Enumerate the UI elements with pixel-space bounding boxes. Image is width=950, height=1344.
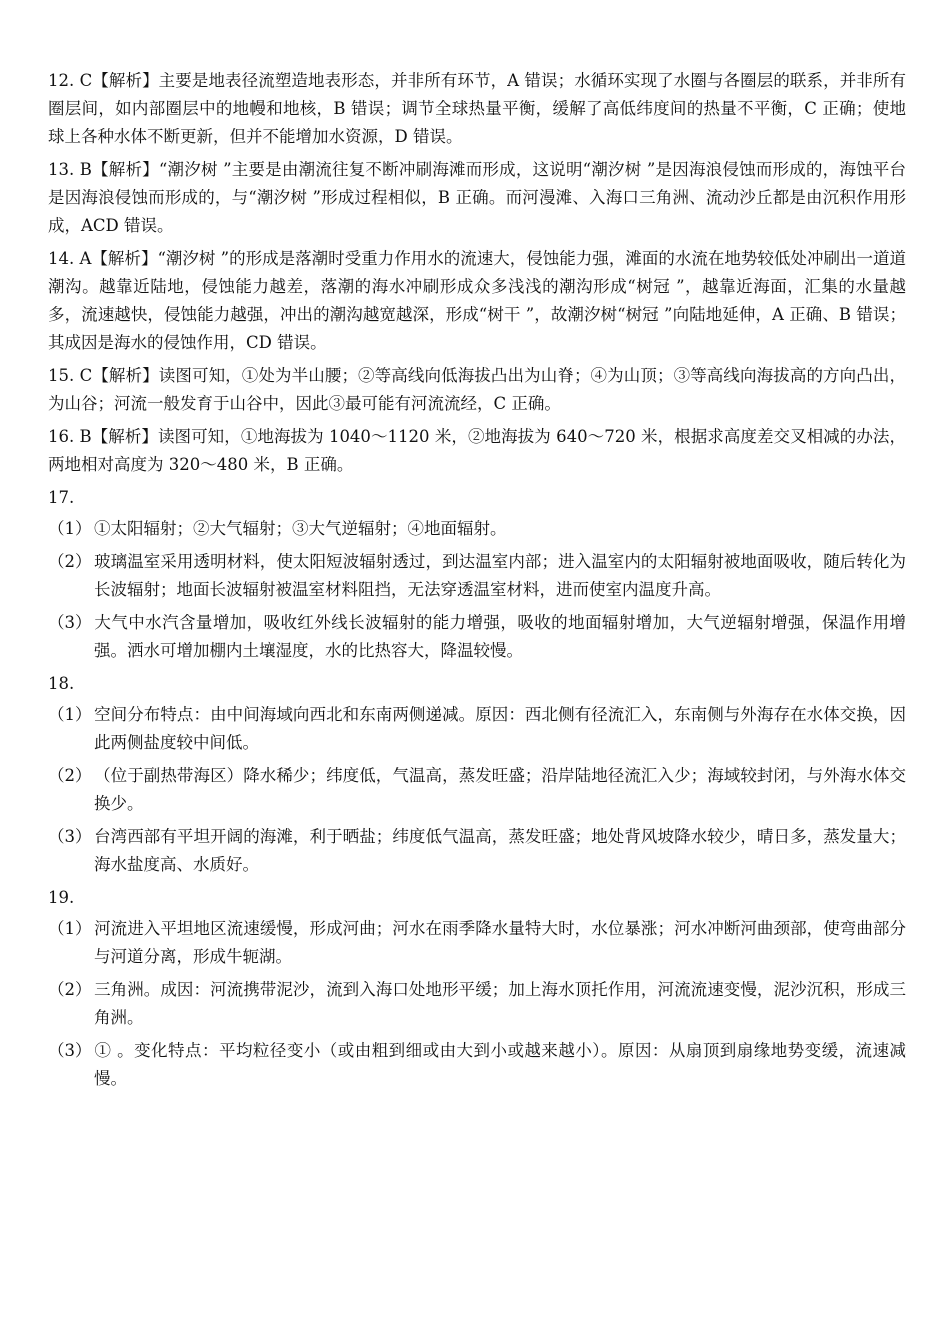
q18-part-1 [48, 701, 906, 757]
question-18-block [48, 670, 906, 879]
question-19-number: 19. [48, 888, 75, 907]
part-label: （1） [48, 705, 92, 724]
answer-14: 14. A【解析】“潮汐树 ”的形成是落潮时受重力作用水的流速大，侵蚀能力强，滩面的水流在地势较低处冲刷出一道道潮沟。越靠近陆地，侵蚀能力越差，落潮的海水冲刷形成众多浅浅的潮沟形成“树冠 ”，越靠近海面，汇集的水量越多，流速越快，侵蚀能力越强，冲出的潮沟越宽越深，形成“树干 ”，故潮汐树“树冠 ”向陆地延伸，A 正确、B 错误；其成因是海水的侵蚀作用，CD 错误。 [48, 249, 906, 352]
question-17-block [48, 484, 906, 665]
part-label: （3） [48, 827, 92, 846]
answer-12: 12. C【解析】主要是地表径流塑造地表形态，并非所有环节，A 错误；水循环实现了水圈与各圈层的联系，并非所有圈层间，如内部圈层中的地幔和地核，B 错误；调节全球热量平衡，缓解了高低纬度间的热量不平衡，C 正确；使地球上各种水体不断更新，但并不能增加水资源，D 错误。 [48, 71, 906, 146]
q17-part-2 [48, 548, 906, 604]
answer-15: 15. C【解析】读图可知，①处为半山腰；②等高线向低海拔凸出为山脊；④为山顶；③等高线向海拔高的方向凸出，为山谷；河流一般发育于山谷中，因此③最可能有河流流经，C 正确。 [48, 366, 906, 413]
q18-part-2 [48, 762, 906, 818]
part-text: ①太阳辐射；②大气辐射；③大气逆辐射；④地面辐射。 [94, 519, 507, 538]
part-text: 台湾西部有平坦开阔的海滩，利于晒盐；纬度低气温高，蒸发旺盛；地处背风坡降水较少，晴日多，蒸发量大；海水盐度高、水质好。 [94, 827, 906, 874]
q19-part-3 [48, 1037, 906, 1093]
part-text: 大气中水汽含量增加，吸收红外线长波辐射的能力增强，吸收的地面辐射增加，大气逆辐射增强，保温作用增强。洒水可增加棚内土壤湿度，水的比热容大，降温较慢。 [94, 613, 906, 660]
answer-16: 16. B【解析】读图可知，①地海拔为 1040～1120 米，②地海拔为 640～720 米，根据求高度差交叉相减的办法，两地相对高度为 320～480 米，B 正确。 [48, 427, 906, 474]
part-label: （3） [48, 613, 92, 632]
part-label: （2） [48, 766, 92, 785]
part-text: ① 。变化特点：平均粒径变小（或由粗到细或由大到小或越来越小）。原因：从扇顶到扇缘地势变缓，流速减慢。 [94, 1041, 906, 1088]
part-label: （3） [48, 1041, 92, 1060]
answer-13: 13. B【解析】“潮汐树 ”主要是由潮流往复不断冲刷海滩而形成，这说明“潮汐树 ”是因海浪侵蚀而形成的，海蚀平台是因海浪侵蚀而形成的，与“潮汐树 ”形成过程相似，B 正确。而河漫滩、入海口三角洲、流动沙丘都是由沉积作用形成，ACD 错误。 [48, 160, 906, 235]
part-text: 河流进入平坦地区流速缓慢，形成河曲；河水在雨季降水量特大时，水位暴涨；河水冲断河曲颈部，使弯曲部分与河道分离，形成牛轭湖。 [94, 919, 906, 966]
q17-part-1 [48, 515, 906, 543]
part-label: （2） [48, 980, 92, 999]
part-text: 玻璃温室采用透明材料，使太阳短波辐射透过，到达温室内部；进入温室内的太阳辐射被地面吸收，随后转化为长波辐射；地面长波辐射被温室材料阻挡，无法穿透温室材料，进而使室内温度升高。 [94, 552, 906, 599]
part-text: 三角洲。成因：河流携带泥沙，流到入海口处地形平缓；加上海水顶托作用，河流流速变慢，泥沙沉积，形成三角洲。 [94, 980, 906, 1027]
q17-part-3 [48, 609, 906, 665]
question-18-number: 18. [48, 674, 75, 693]
question-19-block [48, 884, 906, 1093]
part-text: （位于副热带海区）降水稀少；纬度低，气温高，蒸发旺盛；沿岸陆地径流汇入少；海域较封闭，与外海水体交换少。 [94, 766, 906, 813]
q19-part-2 [48, 976, 906, 1032]
q19-part-1 [48, 915, 906, 971]
question-17-number: 17. [48, 488, 75, 507]
part-label: （2） [48, 552, 92, 571]
q18-part-3 [48, 823, 906, 879]
part-text: 空间分布特点：由中间海域向西北和东南两侧递减。原因：西北侧有径流汇入，东南侧与外海存在水体交换，因此两侧盐度较中间低。 [94, 705, 906, 752]
part-label: （1） [48, 519, 92, 538]
part-label: （1） [48, 919, 92, 938]
